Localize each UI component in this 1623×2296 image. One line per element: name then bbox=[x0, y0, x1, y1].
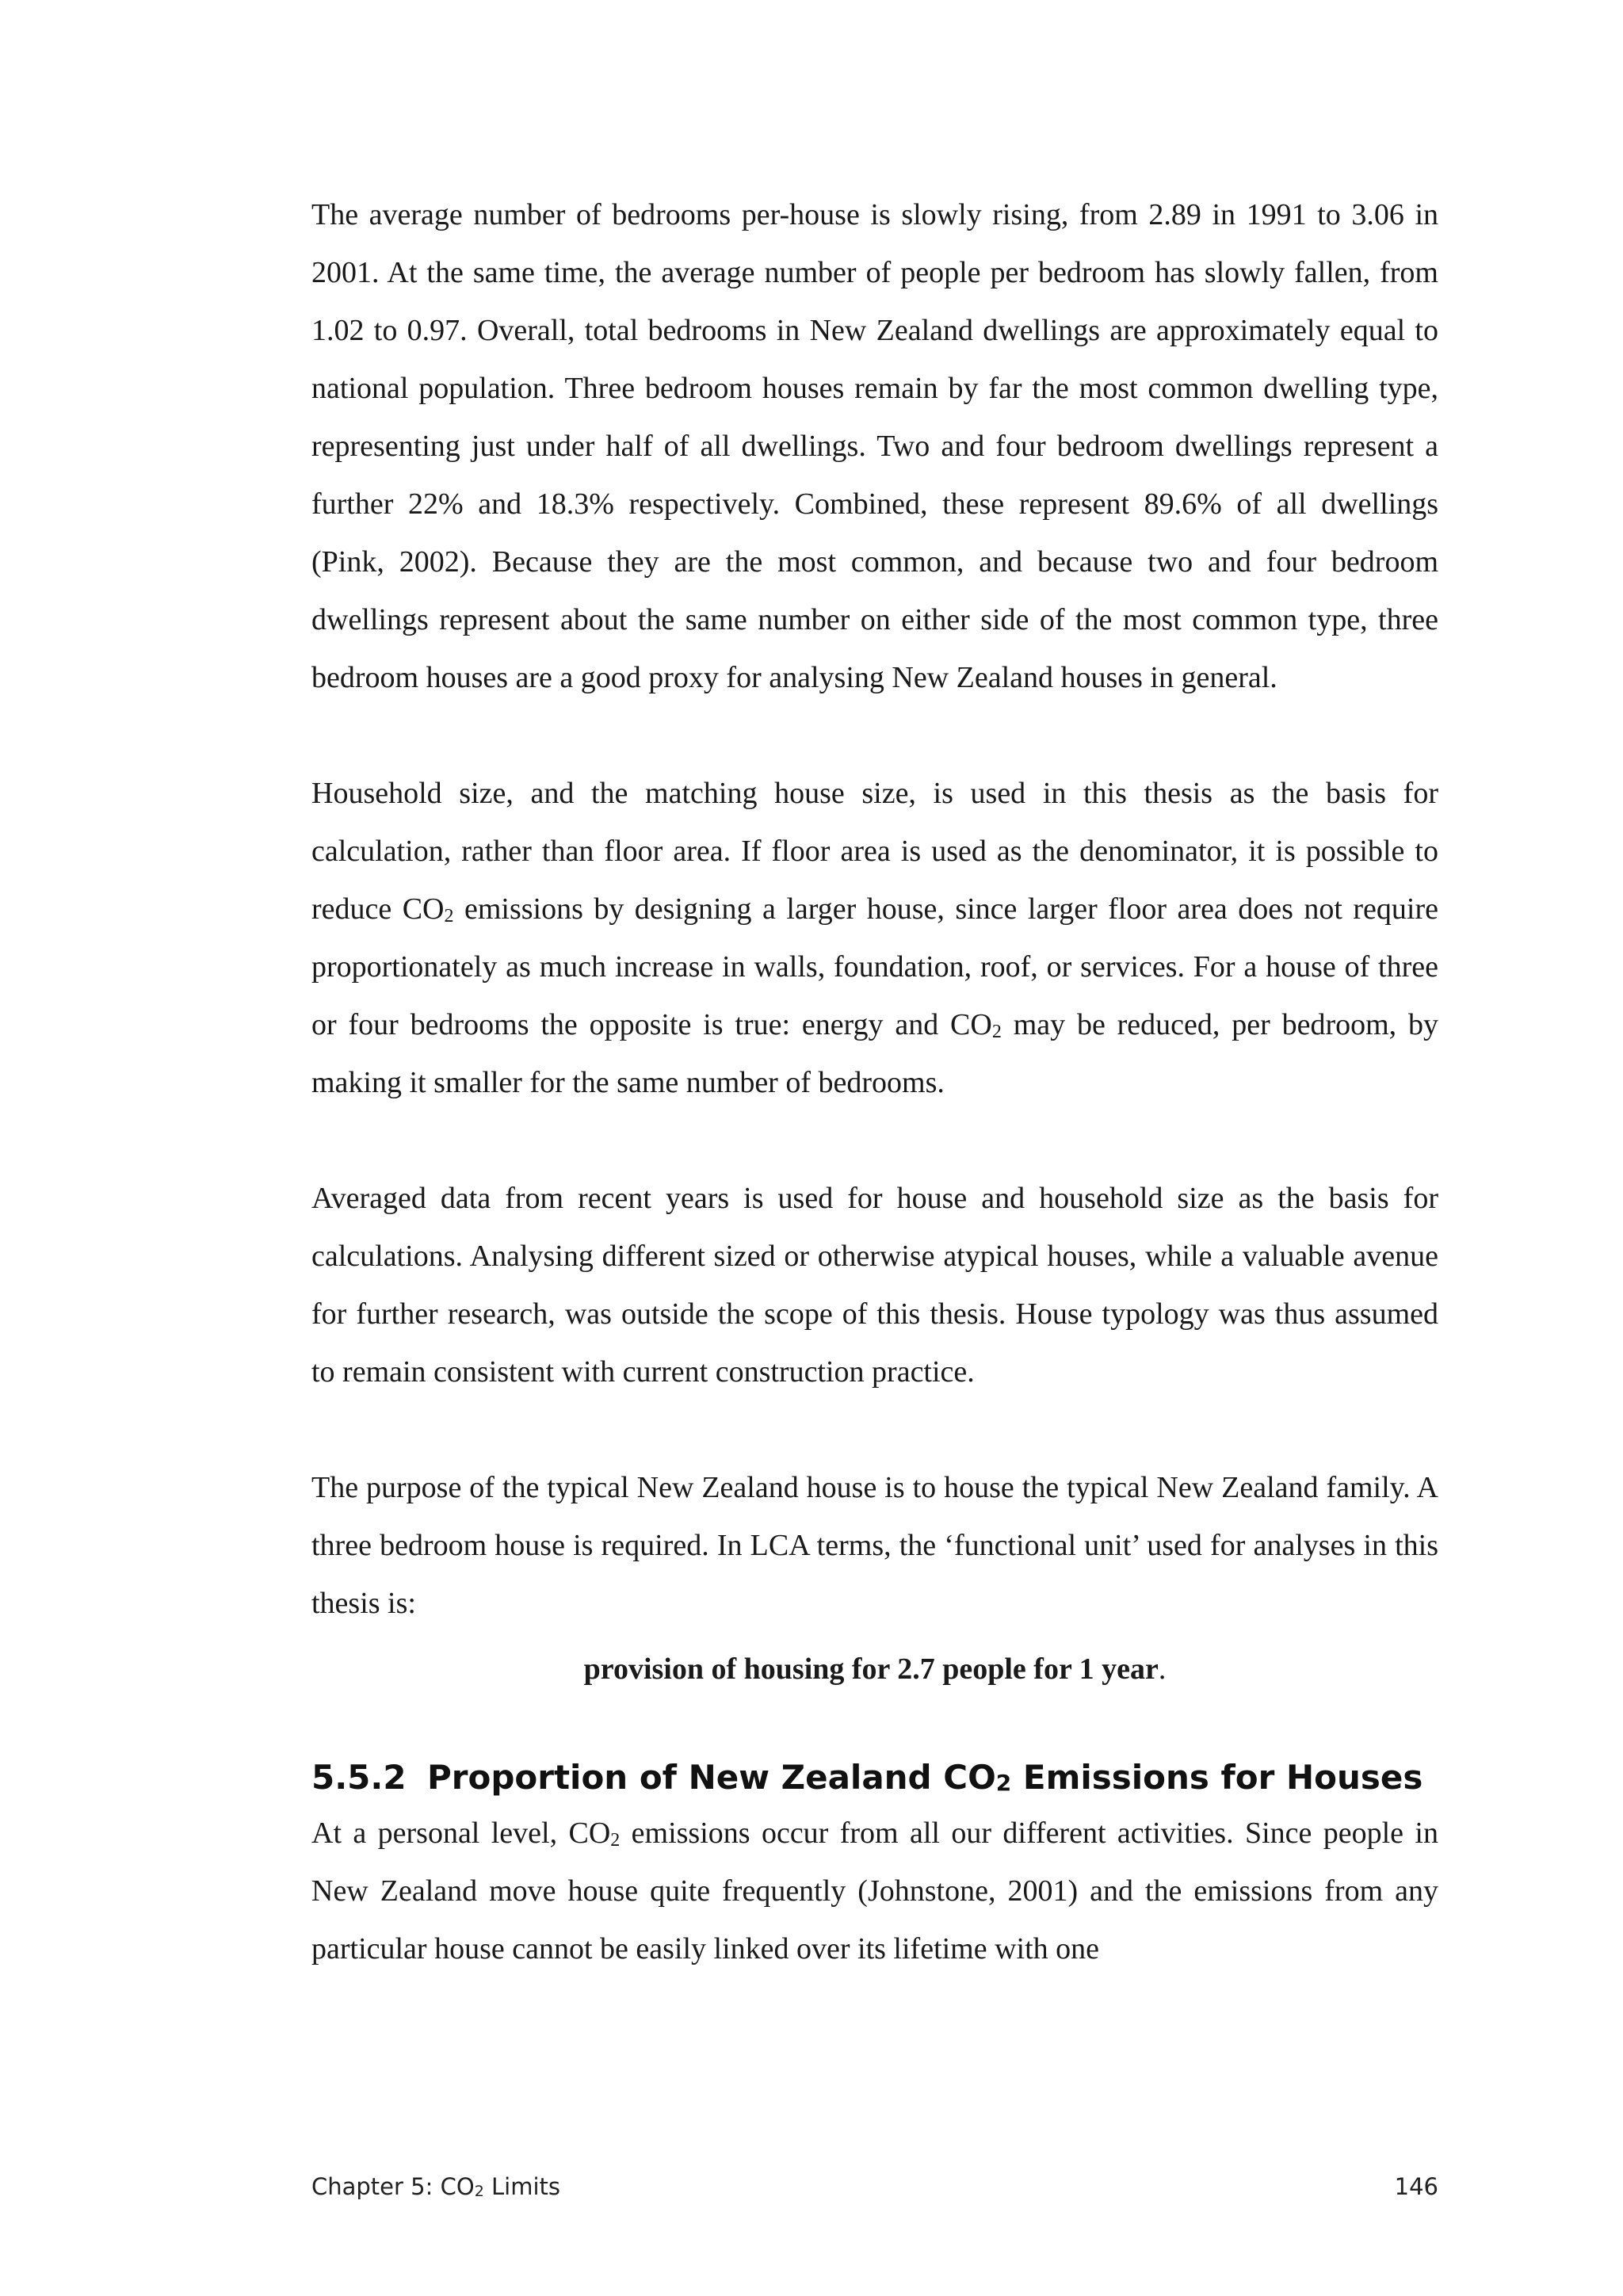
text-run: At a personal level, CO bbox=[311, 1817, 611, 1850]
text-run: may be reduced, per bedroom, by making it smaller for the same number of bedrooms. bbox=[311, 1008, 1438, 1099]
paragraph-averaged-data: Averaged data from recent years is used for house and household size as the basis for calculations. Analysing different sized or otherwise atypical houses, while a valuable avenue for further research, was outside the scope of this thesis. House typology was thus assumed to remain consistent with current construction practice. bbox=[311, 1182, 1438, 1389]
text-run: emissions by designing a larger house, since larger floor area does not require proportionately as much increase in walls, foundation, roof, or services. For a house of three or four bedrooms the opposite is true: energy and CO bbox=[311, 892, 1438, 1041]
subscript: 2 bbox=[444, 906, 454, 926]
section-heading bbox=[311, 1754, 1438, 1801]
section-title bbox=[427, 1758, 1423, 1797]
footer-chapter bbox=[311, 2173, 560, 2200]
paragraph-personal-level bbox=[311, 1805, 1438, 1978]
text-run: Household size, and the matching house size, is used in this thesis as the basis for calculation, rather than floor area. If floor area is used as the denominator, it is possible to reduce CO bbox=[311, 777, 1438, 926]
text-run: emissions occur from all our different activities. Since people in New Zealand move house quite frequently (Johnstone, 2001) and the emissions from any particular house cannot be easily linked over its lifetime with one bbox=[311, 1817, 1438, 1966]
paragraph-bedrooms: The average number of bedrooms per-house is slowly rising, from 2.89 in 1991 to 3.06 in 2001. At the same time, the average number of people per bedroom has slowly fallen, from 1.02 to 0.97. Overall, total bedrooms in New Zealand dwellings are approximately equal to national population. Three bedroom houses remain by far the most common dwelling type, representing just under half of all dwellings. Two and four bedroom dwellings represent a further 22% and 18.3% respectively. Combined, these represent 89.6% of all dwellings (Pink, 2002). Because they are the most common, and because two and four bedroom dwellings represent about the same number on either side of the most common type, three bedroom houses are a good proxy for analysing New Zealand houses in general. bbox=[311, 198, 1438, 694]
functional-unit-text: provision of housing for 2.7 people for 1 year bbox=[583, 1652, 1159, 1686]
subscript: 2 bbox=[610, 1830, 621, 1851]
section-number: 5.5.2 bbox=[311, 1758, 407, 1797]
page-body bbox=[311, 186, 1438, 1978]
subscript: 2 bbox=[474, 2183, 484, 2200]
subscript: 2 bbox=[991, 1022, 1002, 1042]
page-number: 146 bbox=[1394, 2173, 1438, 2200]
paragraph-household-size bbox=[311, 765, 1438, 1112]
paragraph-purpose: The purpose of the typical New Zealand house is to house the typical New Zealand family. A three bedroom house is required. In LCA terms, the ‘functional unit’ used for analyses in this thesis is: bbox=[311, 1471, 1438, 1620]
text-run: Limits bbox=[483, 2173, 560, 2200]
text-run: Chapter 5: CO bbox=[311, 2173, 475, 2200]
text-run: Proportion of New Zealand CO bbox=[427, 1758, 996, 1797]
text-run: Emissions for Houses bbox=[1011, 1758, 1423, 1797]
subscript: 2 bbox=[995, 1770, 1012, 1796]
functional-unit-period: . bbox=[1158, 1652, 1167, 1686]
functional-unit bbox=[311, 1641, 1438, 1698]
